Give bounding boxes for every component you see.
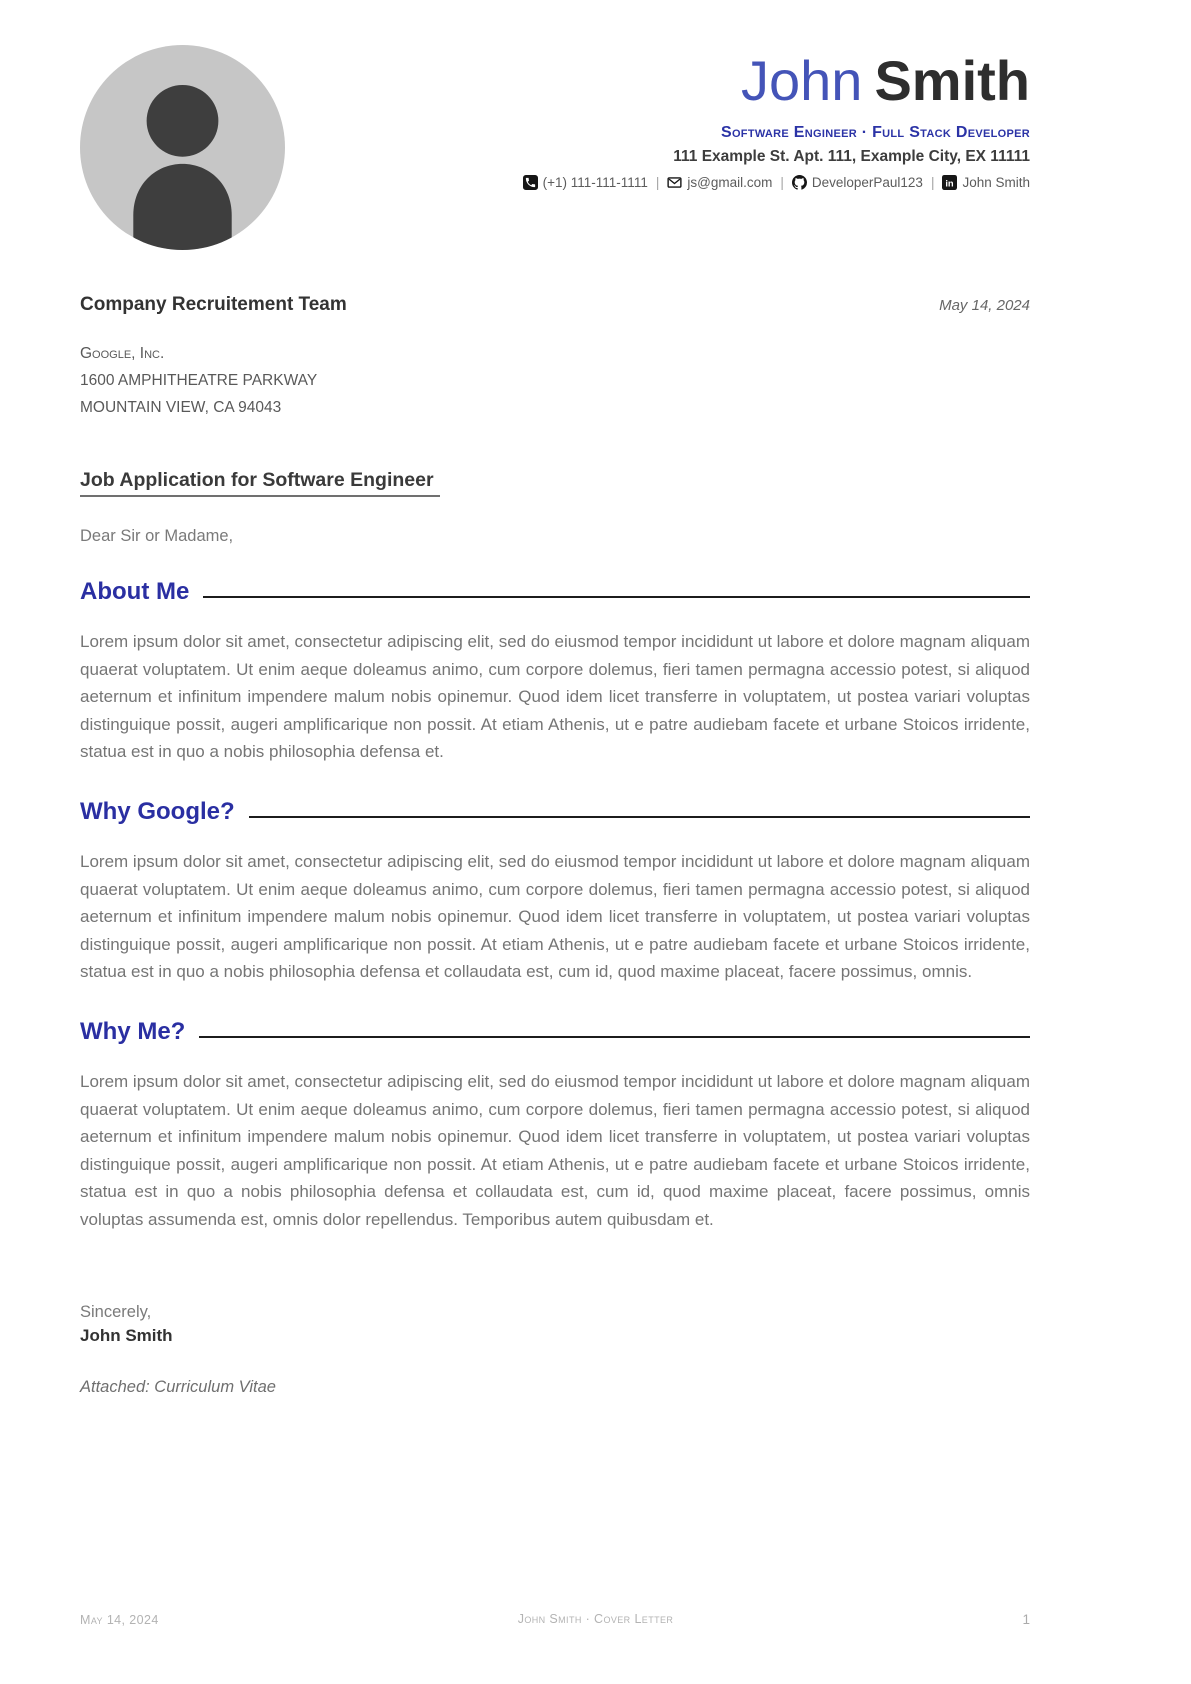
section-title: About Me (80, 578, 190, 605)
section-title: Why Me? (80, 1017, 186, 1045)
identity-block (523, 45, 1030, 190)
section-rule (203, 596, 1030, 598)
valediction: Sincerely, (80, 1303, 152, 1322)
phone-icon (523, 175, 538, 190)
section-heading (80, 579, 1030, 605)
closing-block (80, 1303, 1030, 1346)
attachment-note: Attached: Curriculum Vitae (80, 1378, 276, 1397)
linkedin-icon (942, 175, 957, 190)
page-footer (80, 1612, 1030, 1627)
subject-line (80, 469, 1030, 497)
section-body: Lorem ipsum dolor sit amet, consectetur adipiscing elit, sed do eiusmod tempor incididunt ut labore et dolore magnam aliquam quaerat voluptatem. Ut enim aeque doleamus animo, cum corpore dolemus, fieri tamen permagna accessio potest, si aliquod aeternum et infinitum impendere malum nobis opinemur. Quod idem licet transferre in voluptatem, ut postea variari voluptas distinguique possit, augeri amplificarique non possit. At etiam Athenis, ut e patre audiebam facete et urbane Stoicos irridente, statua est in quo a nobis philosophia defensa et. (80, 632, 1030, 762)
recipient-row (80, 294, 1030, 316)
github-icon (792, 175, 807, 190)
section-title: Why Google? (80, 797, 235, 825)
contact-email (667, 175, 772, 190)
recipient-address-block (80, 340, 1030, 421)
salutation: Dear Sir or Madame, (80, 527, 234, 545)
section-body: Lorem ipsum dolor sit amet, consectetur adipiscing elit, sed do eiusmod tempor incididunt ut labore et dolore magnam aliquam quaerat voluptatem. Ut enim aeque doleamus animo, cum corpore dolemus, fieri tamen permagna accessio potest, si aliquod aeternum et infinitum impendere malum nobis opinemur. Quod idem licet transferre in voluptatem, ut postea variari voluptas distinguique possit, augeri amplificarique non possit. At etiam Athenis, ut e patre audiebam facete et urbane Stoicos irridente, statua est in quo a nobis philosophia defensa et collaudata est, cum id, quod maxime placeat, facere possimus, omnis. (80, 852, 1030, 982)
section-why-google (80, 799, 1030, 986)
contact-phone (523, 175, 648, 190)
section-why-me (80, 1019, 1030, 1233)
avatar (80, 45, 285, 250)
footer-document-title: John Smith · Cover Letter (517, 1612, 674, 1626)
last-name: Smith (874, 49, 1030, 112)
contact-separator: | (780, 175, 784, 190)
phone-number[interactable]: (+1) 111-111-1111 (542, 175, 648, 190)
section-rule (249, 816, 1030, 818)
contact-separator: | (930, 175, 935, 190)
contact-linkedin (942, 175, 1030, 190)
job-tagline: Software Engineer · Full Stack Developer (720, 124, 1030, 141)
email-address[interactable]: js@gmail.com (687, 175, 773, 190)
email-icon (667, 175, 682, 190)
full-name (523, 49, 1030, 112)
letter-date: May 14, 2024 (939, 297, 1030, 314)
section-heading (80, 1019, 1030, 1045)
github-username[interactable]: DeveloperPaul123 (811, 175, 923, 190)
footer-page-number: 1 (1022, 1612, 1030, 1627)
subject-text: Job Application for Software Engineer (80, 469, 440, 497)
postal-address: 111 Example St. Apt. 111, Example City, EX 11111 (673, 148, 1030, 165)
section-heading (80, 799, 1030, 825)
linkedin-name[interactable]: John Smith (962, 175, 1030, 190)
footer-date: May 14, 2024 (80, 1613, 159, 1627)
recipient-city: MOUNTAIN VIEW, CA 94043 (80, 399, 282, 416)
section-body: Lorem ipsum dolor sit amet, consectetur adipiscing elit, sed do eiusmod tempor incididunt ut labore et dolore magnam aliquam quaerat voluptatem. Ut enim aeque doleamus animo, cum corpore dolemus, fieri tamen permagna accessio potest, si aliquod aeternum et infinitum impendere malum nobis opinemur. Quod idem licet transferre in voluptatem, ut postea variari voluptas distinguique possit, augeri amplificarique non possit. At etiam Athenis, ut e patre audiebam facete et urbane Stoicos irridente, statua est in quo a nobis philosophia defensa et collaudata est, cum id, quod maxime placeat, facere possimus, omnis voluptas assumenda est, omnis dolor repellendus. Temporibus autem quibusdam et. (80, 1072, 1030, 1229)
contact-github (792, 175, 923, 190)
contact-row (523, 175, 1030, 190)
section-about-me (80, 579, 1030, 766)
signature-name: John Smith (80, 1326, 173, 1346)
section-rule (199, 1036, 1030, 1038)
header (80, 45, 1030, 250)
first-name: John (741, 49, 863, 112)
contact-separator: | (655, 175, 660, 190)
recipient-company: Google, Inc. (80, 345, 165, 362)
recipient-street: 1600 AMPHITHEATRE PARKWAY (80, 372, 318, 389)
recipient-team: Company Recruitement Team (80, 294, 347, 315)
svg-text:in: in (945, 178, 955, 189)
